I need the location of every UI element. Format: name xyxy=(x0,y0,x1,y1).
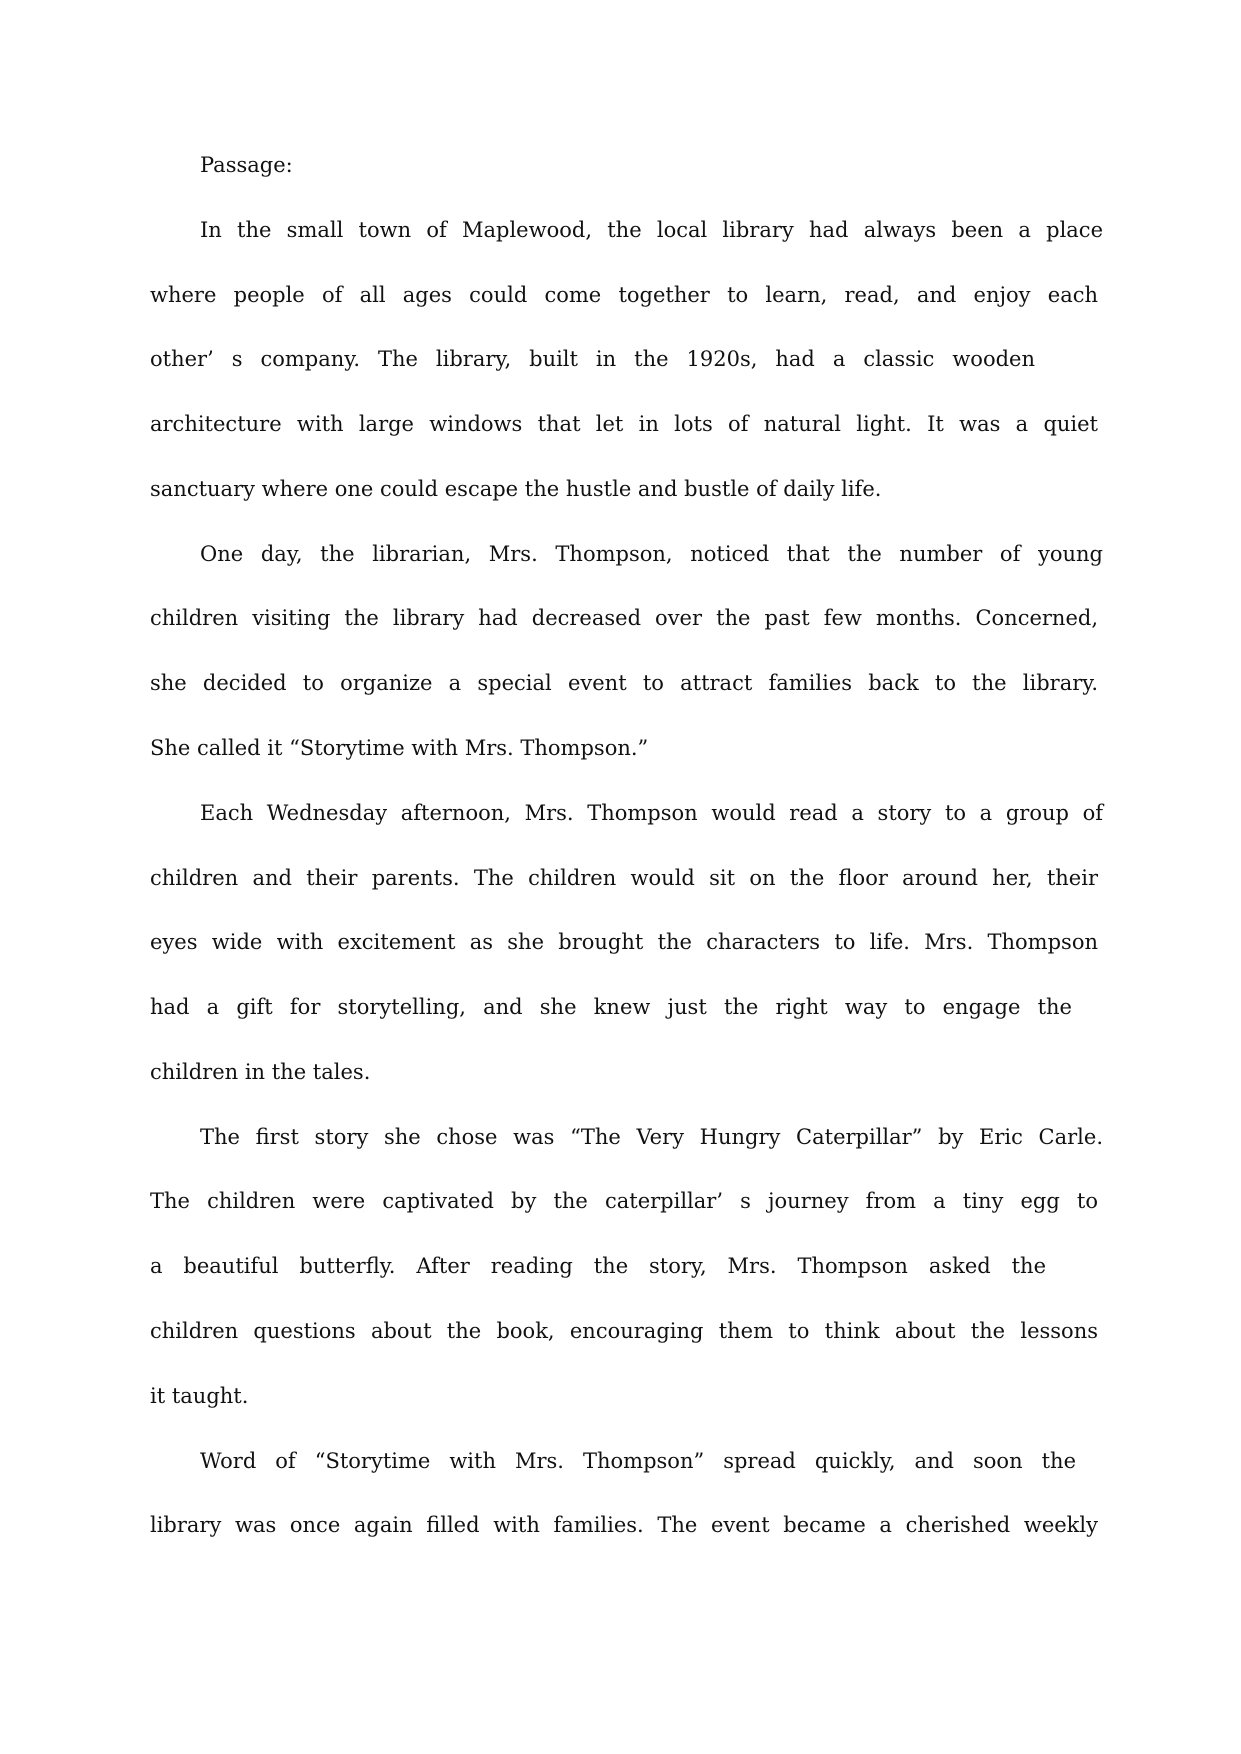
text-line: One day, the librarian, Mrs. Thompson, noticed that the number of young xyxy=(200,542,1103,566)
text-line: library was once again filled with families. The event became a cherished weekly xyxy=(150,1513,1098,1537)
text-line: children questions about the book, encouraging them to think about the lessons xyxy=(150,1319,1098,1343)
text-line: Word of “Storytime with Mrs. Thompson” spread quickly, and soon the xyxy=(200,1449,1076,1473)
text-line: The first story she chose was “The Very Hungry Caterpillar” by Eric Carle. xyxy=(200,1125,1103,1149)
text-line: children in the tales. xyxy=(150,1060,371,1084)
text-line: architecture with large windows that let in lots of natural light. It was a quiet xyxy=(150,412,1098,436)
text-line: a beautiful butterfly. After reading the story, Mrs. Thompson asked the xyxy=(150,1254,1046,1278)
text-line: The children were captivated by the caterpillar’ s journey from a tiny egg to xyxy=(150,1189,1098,1213)
text-line: where people of all ages could come together to learn, read, and enjoy each xyxy=(150,283,1098,307)
text-line: had a gift for storytelling, and she knew just the right way to engage the xyxy=(150,995,1072,1019)
text-line: other’ s company. The library, built in the 1920s, had a classic wooden xyxy=(150,347,1035,371)
text-line: In the small town of Maplewood, the local library had always been a place xyxy=(200,218,1103,242)
text-line: she decided to organize a special event to attract families back to the library. xyxy=(150,671,1098,695)
text-line: children visiting the library had decreased over the past few months. Concerned, xyxy=(150,606,1098,630)
text-line: it taught. xyxy=(150,1384,249,1408)
passage-heading: Passage: xyxy=(200,153,293,177)
text-line: She called it “Storytime with Mrs. Thompson.” xyxy=(150,736,649,760)
text-line: Each Wednesday afternoon, Mrs. Thompson would read a story to a group of xyxy=(200,801,1103,825)
text-line: children and their parents. The children would sit on the floor around her, their xyxy=(150,866,1098,890)
text-line: eyes wide with excitement as she brought the characters to life. Mrs. Thompson xyxy=(150,930,1098,954)
text-line: sanctuary where one could escape the hustle and bustle of daily life. xyxy=(150,477,882,501)
